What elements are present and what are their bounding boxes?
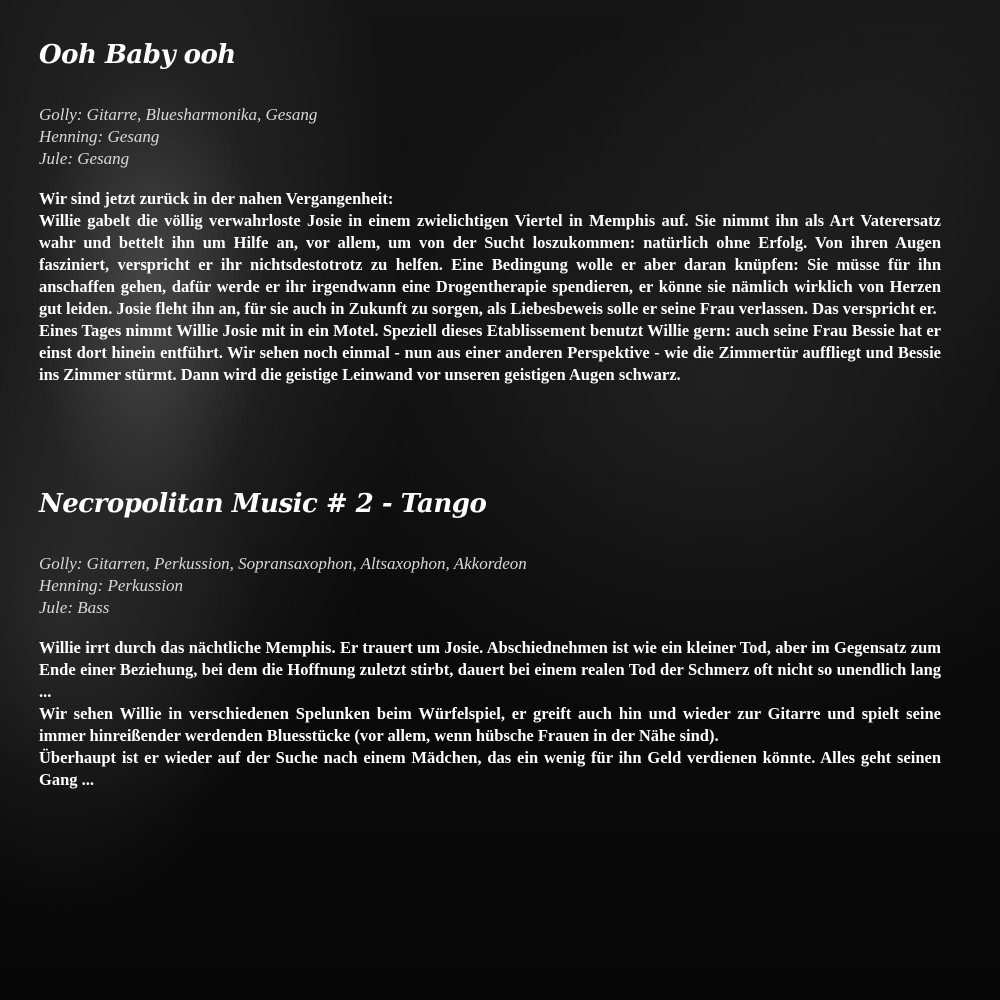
credit-line: Golly: Gitarre, Bluesharmonika, Gesang <box>39 105 318 124</box>
credit-line: Golly: Gitarren, Perkussion, Sopransaxophon, Altsaxophon, Akkordeon <box>39 554 527 573</box>
song-description <box>39 188 941 386</box>
credit-line: Henning: Gesang <box>39 127 160 146</box>
credit-line: Jule: Gesang <box>39 149 130 168</box>
description-paragraph: Willie gabelt die völlig verwahrloste Josie in einem zwielichtigen Viertel in Memphis auf. Sie nimmt ihn als Art Vaterersatz wahr und bettelt ihn um Hilfe an, vor allem, um von der Sucht loszukommen: natürlich ohne Erfolg. Von ihren Augen fasziniert, verspricht er ihr nichtsdestotrotz zu helfen. Eine Bedingung wolle er aber daran knüpfen: Sie müsse für ihn anschaffen gehen, dafür werde er ihr irgendwann eine Drogentherapie spendieren, er könne sie nämlich wirklich von Herzen gut leiden. Josie fleht ihn an, für sie auch in Zukunft zu sorgen, als Liebesbeweis solle er seine Frau verlassen. Das verspricht er. <box>39 211 941 318</box>
description-paragraph: Wir sind jetzt zurück in der nahen Vergangenheit: <box>39 189 394 208</box>
song-section-ooh-baby-ooh <box>39 38 941 386</box>
credits-list <box>39 104 941 170</box>
credits-list <box>39 553 941 619</box>
credit-line: Henning: Perkussion <box>39 576 184 595</box>
description-paragraph: Wir sehen Willie in verschiedenen Spelunken beim Würfelspiel, er greift auch hin und wieder zur Gitarre und spielt seine immer hinreißender werdenden Bluesstücke (vor allem, wenn hübsche Frauen in der Nähe sind). <box>39 704 941 745</box>
description-paragraph: Willie irrt durch das nächtliche Memphis. Er trauert um Josie. Abschiednehmen ist wie ein kleiner Tod, aber im Gegensatz zum Ende einer Beziehung, bei dem die Hoffnung zuletzt stirbt, dauert bei einem realen Tod der Schmerz oft nicht so unendlich lang ... <box>39 638 941 701</box>
description-paragraph: Überhaupt ist er wieder auf der Suche nach einem Mädchen, das ein wenig für ihn Geld verdienen könnte. Alles geht seinen Gang ... <box>39 748 941 789</box>
song-title: Necropolitan Music # 2 - Tango <box>39 489 487 519</box>
song-description <box>39 637 941 791</box>
credit-line: Jule: Bass <box>39 598 110 617</box>
song-title: Ooh Baby ooh <box>39 40 236 70</box>
song-section-necropolitan-music-2 <box>39 487 941 791</box>
description-paragraph: Eines Tages nimmt Willie Josie mit in ein Motel. Speziell dieses Etablissement benutzt Willie gern: auch seine Frau Bessie hat er einst dort hinein entführt. Wir sehen noch einmal - nun aus einer anderen Perspektive - wie die Zimmertür auffliegt und Bessie ins Zimmer stürmt. Dann wird die geistige Leinwand vor unseren geistigen Augen schwarz. <box>39 321 941 384</box>
